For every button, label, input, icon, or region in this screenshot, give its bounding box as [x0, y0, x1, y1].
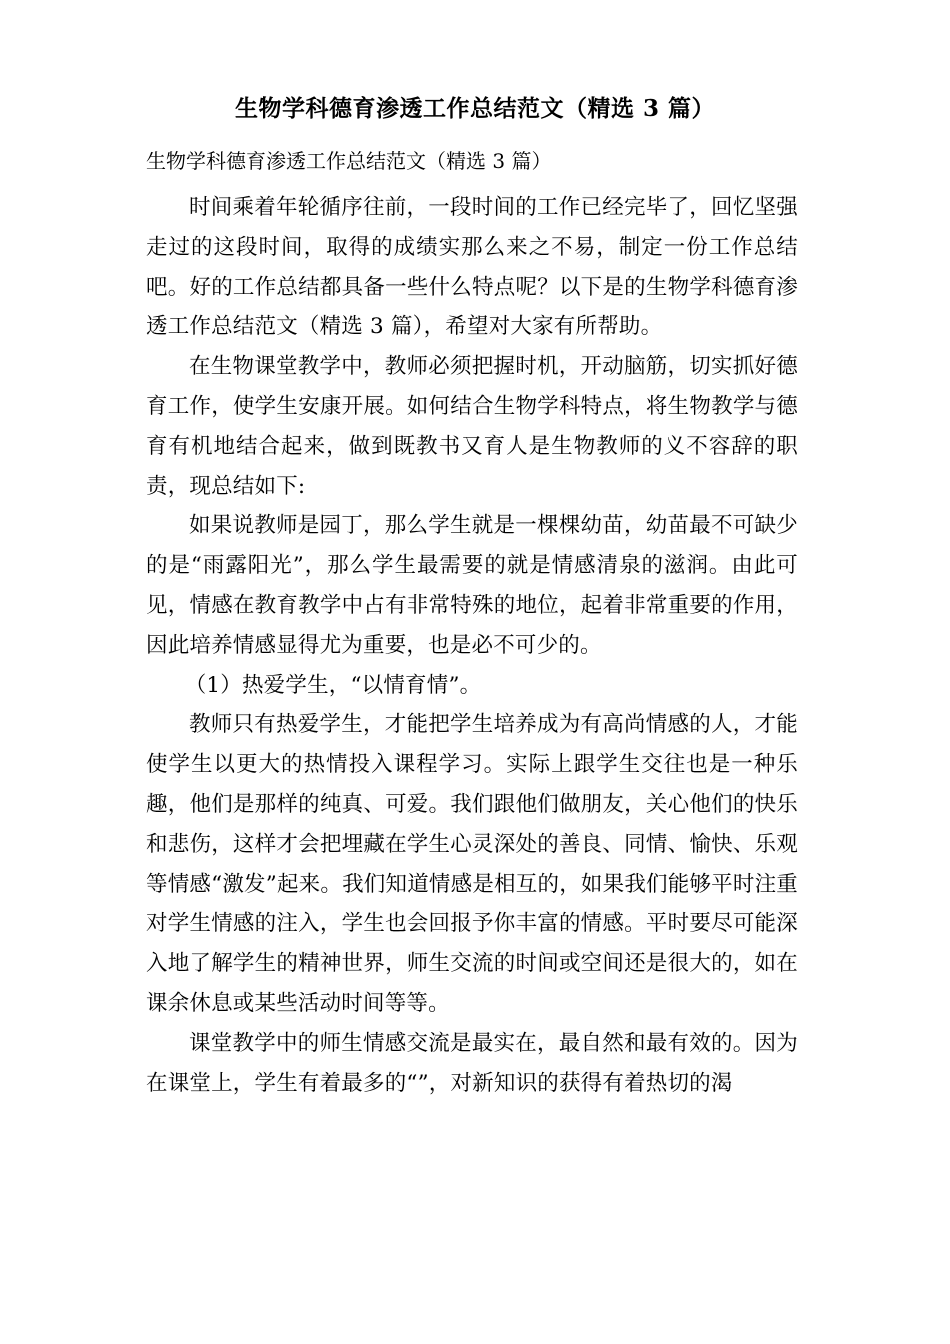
section-heading-love-students: （1）热爱学生，“以情育情”。 [184, 672, 482, 698]
document-subtitle: 生物学科德育渗透工作总结范文（精选 3 篇） [146, 149, 552, 173]
paragraph-love-students: 教师只有热爱学生，才能把学生培养成为有高尚情感的人，才能使学生以更大的热情投入课程学习。实际上跟学生交往也是一种乐趣，他们是那样的纯真、可爱。我们跟他们做朋友，关心他们的快乐和悲伤，这样才会把埋藏在学生心灵深处的善良、同情、愉快、乐观等情感“激发”起来。我们知道情感是相互的，如果我们能够平时注重对学生情感的注入，学生也会回报予你丰富的情感。平时要尽可能深入地了解学生的精神世界，师生交流的时间或空间还是很大的，如在课余休息或某些活动时间等等。 [146, 712, 798, 1016]
paragraph-intro: 时间乘着年轮循序往前，一段时间的工作已经完毕了，回忆坚强走过的这段时间，取得的成绩实那么来之不易，制定一份工作总结吧。好的工作总结都具备一些什么特点呢？以下是的生物学科德育渗透工作总结范文（精选 3 篇），希望对大家有所帮助。 [146, 195, 798, 340]
document-title: 生物学科德育渗透工作总结范文（精选 3 篇） [234, 95, 716, 122]
paragraph-classroom-teaching: 在生物课堂教学中，教师必须把握时机，开动脑筋，切实抓好德育工作，使学生安康开展。如何结合生物学科特点，将生物教学与德育有机地结合起来，做到既教书又育人是生物教师的义不容辞的职责，现总结如下: [146, 354, 798, 499]
paragraph-emotion: 如果说教师是园丁，那么学生就是一棵棵幼苗，幼苗最不可缺少的是“雨露阳光”，那么学生最需要的就是情感清泉的滋润。由此可见，情感在教育教学中占有非常特殊的地位，起着非常重要的作用，因此培养情感显得尤为重要，也是必不可少的。 [146, 513, 798, 658]
paragraph-classroom-exchange: 课堂教学中的师生情感交流是最实在，最自然和最有效的。因为在课堂上，学生有着最多的“”，对新知识的获得有着热切的渴 [146, 1030, 798, 1096]
document-body [146, 188, 798, 1103]
